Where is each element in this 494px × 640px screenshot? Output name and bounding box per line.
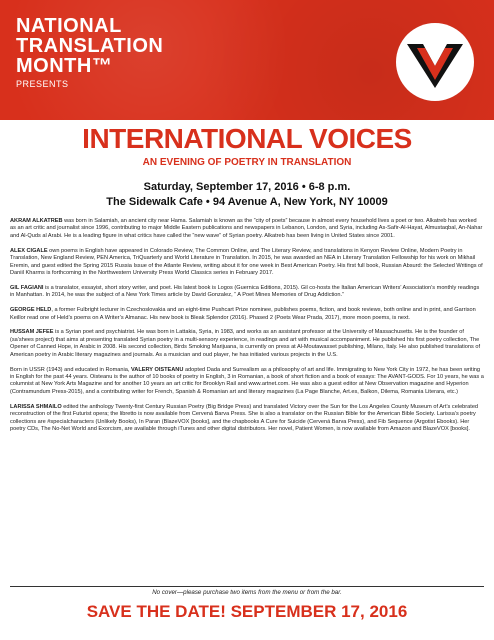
bio-name: AKRAM ALKATREB bbox=[10, 218, 63, 224]
no-cover-note: No cover—please purchase two items from the menu or from the bar. bbox=[152, 589, 342, 596]
bio-name: HUSSAM JEFEE bbox=[10, 329, 54, 336]
bio-name: GIL FAGIANI bbox=[10, 284, 44, 291]
bio-text: was born in Salamiah, an ancient city near Hama. Salamiah is known as the “city of poets” because in almost every household lives a poet or two. Alkatreb has worked as an art critic and journalist since 1996, contributing to major Middle Eastern publications and newspapers in Lebanon, London, and Syria, including As-Safir-Al-Hayat, Almustaqbal, An-Nahar and Al-Quds al Arabi. He is a leading figure in what critics have called the “new wave” of Syrian poetry. Alkatreb has been living in United States since 2001. bbox=[10, 218, 483, 239]
brand-line-2: TRANSLATION bbox=[16, 35, 164, 57]
red-v-chevron-logo-icon bbox=[395, 22, 475, 102]
save-the-date: SAVE THE DATE! SEPTEMBER 17, 2016 bbox=[86, 602, 408, 621]
event-date-time: Saturday, September 17, 2016 • 6-8 p.m. bbox=[143, 181, 351, 193]
bio-paragraph bbox=[10, 307, 484, 322]
event-subtitle: AN EVENING OF POETRY IN TRANSLATION bbox=[142, 157, 352, 168]
bio-paragraph bbox=[10, 367, 484, 397]
bio-text: own poems in English have appeared in Colorado Review, The Common Online, and The Literary Review, and translations in Kenyon Review Online, Modern Poetry in Translation, New England Review, PEN America, TriQuarterly and World Literature in Translation. In 2015, he was awarded an NEA in Literary Translation Fellowship for his work on Mikhail Eremin, and guest edited the Spring 2015 Russia Issue of the Atlante Review, writing about it for one week in Best American Poetry. His first full book, Russian Absurd: the Selected Writings of Daniil Kharms is forthcoming in the Northwestern University Press World Classics series in February 2017. bbox=[10, 247, 483, 276]
brand-line-3: MONTH™ bbox=[16, 55, 113, 77]
bios-section bbox=[10, 218, 484, 441]
bio-paragraph bbox=[10, 218, 484, 240]
event-title: INTERNATIONAL VOICES bbox=[82, 123, 412, 154]
bio-name: VALERY OISTEANU bbox=[130, 366, 184, 373]
brand-block bbox=[16, 16, 163, 90]
brand-line-1: NATIONAL bbox=[16, 15, 122, 37]
bio-paragraph bbox=[10, 248, 484, 278]
bio-paragraph bbox=[10, 285, 484, 300]
header-banner bbox=[0, 0, 494, 120]
bio-name: ALEX CIGALE bbox=[10, 247, 48, 254]
bio-text: is a Syrian poet and psychiatrist. He was born in Lattakia, Syria, in 1983, and works as an assistant professor at the University of Massachusetts. He is the founder of (sa’shees project) that aims at presenting translated Syrian poetry in a multi-sensory experience, in readings and art with musical accompaniment. He published his first poetry collection, The Opener of Canned Hope, in Arabic in 2008. His second collection, Birds Smoking Marijuana, is currently on press at Al-Moutawasset publishing, Milano, Italy. He also published translations of American poetry in Arabic literary magazines and journals. As a musician and oud player, he has initiated various projects in the U.S. bbox=[10, 329, 481, 358]
presents-label: PRESENTS bbox=[16, 79, 69, 89]
bio-paragraph bbox=[10, 404, 484, 434]
bio-text: adopted Dada and Surrealism as a philosophy of art and life. Immigrating to New York City in 1972, he has been writing in English for the past 44 years. Oisteanu is the author of 10 books of poetry in English, 3 in Romanian, a book of short fiction and a book of essays: The AVANT-GODS. For 10 years, he was a columnist at New York Arts Magazine and for another 10 years an art critic for Brooklyn Rail and www.artnet.com. He was also a guest editor at New Observation magazine and Hyperion (Contramundum Press-2015), and a contributing writer for French, Spanish & Romanian art and literary magazines (La Page Blanche, Art.es, Balkon, Dilema, Romania Literara, etc.) bbox=[10, 366, 484, 395]
bio-prefix: Born in USSR (1943) and educated in Romania, bbox=[10, 366, 131, 373]
bio-text: edited the anthology Twenty-first Century Russian Poetry (Big Bridge Press) and translated Victory over the Sun for the Los Angeles County Museum of Art’s celebrated reconstruction of the first Futurist opera; the libretto is now available from Cervená Barva Press. She is also a translator on the Russian Bible for the American Bible Society. Larissa’s poetry collections are #specialcharacters (Unlikely Books), In Paran (BlazeVOX [books], and the chapbooks A Cure for Suicide (Cervená Barva Press), and Fib Sequence (Argotist Ebooks). Her poetry CDs, The No-Net World and Exorcism, are available through iTunes and other digital distributors. Her novel, Patient Women, is now available from Amazon and BlazeVOX [books]. bbox=[10, 403, 479, 432]
event-venue: The Sidewalk Cafe • 94 Avenue A, New York, NY 10009 bbox=[106, 196, 388, 208]
bio-paragraph bbox=[10, 329, 484, 359]
bio-name: LARISSA SHMAILO bbox=[10, 403, 62, 410]
bio-name: GEORGE HELD bbox=[10, 307, 52, 314]
bio-text: , a former Fulbright lecturer in Czechoslovakia and an eight-time Pushcart Prize nominee, publishes poems, fiction, and book reviews, both online and in print, and Garrison Keillor read one of Held’s poems on A Writer’s Almanac. His new book is Bleak Splendor (2016). Phased 2 (Poets Wear Prada, 2017), more moon poems, is next. bbox=[10, 307, 476, 321]
bio-text: is a translator, essayist, short story writer, and poet. His latest book is Logos (Guernica Editions, 2015). Gil co-hosts the Italian American Writers’ Association’s monthly readings in Manhattan. In 2014, he was the subject of a New York Times article by David Gonzalez, “ A Poet Mines Memories of Drug Addiction.” bbox=[10, 284, 480, 299]
footer-divider bbox=[10, 586, 484, 587]
